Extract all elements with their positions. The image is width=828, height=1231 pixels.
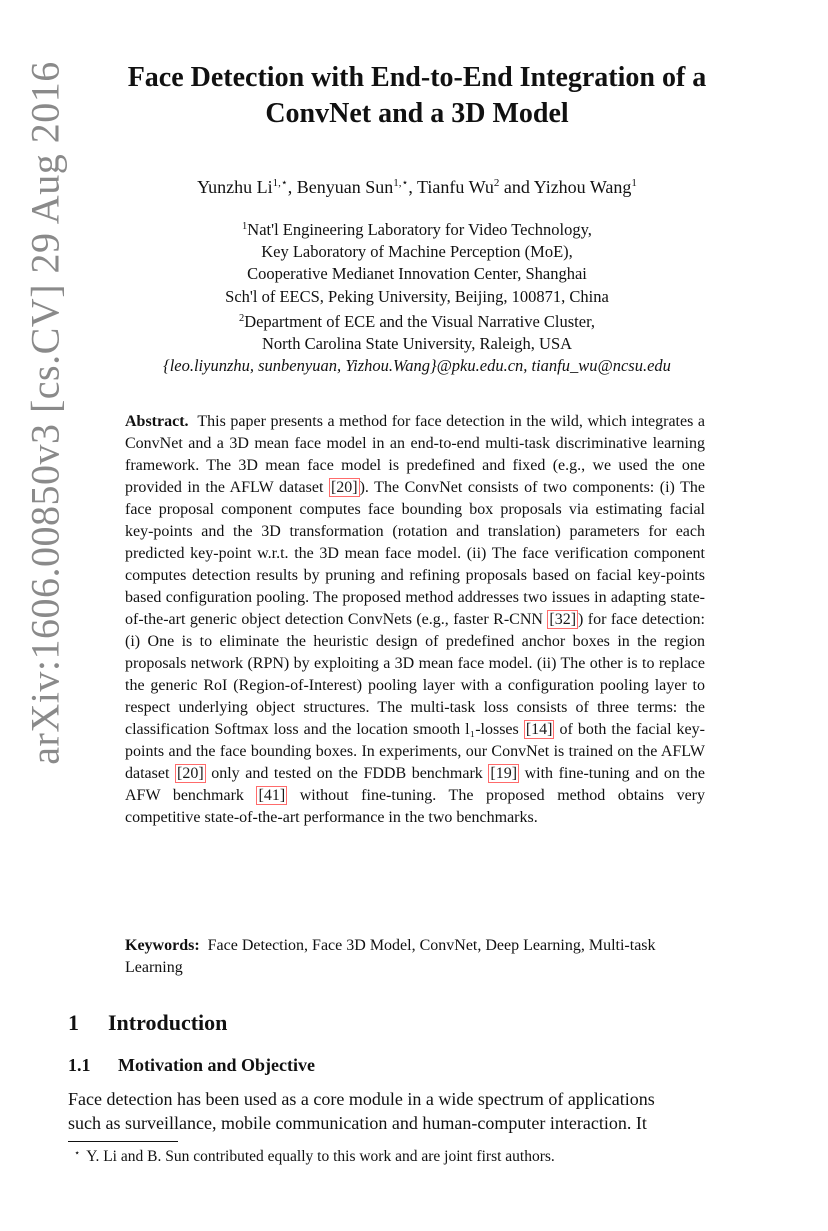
arxiv-stamp-text: arXiv:1606.00850v3 [cs.CV] 29 Aug 2016 [22, 60, 68, 765]
intro-paragraph [68, 1087, 762, 1135]
arxiv-stamp [20, 60, 70, 765]
title-line-2: ConvNet and a 3D Model [265, 98, 569, 129]
footnote-mark: ⋆ [74, 1148, 81, 1159]
affiliation-line-1 [70, 216, 764, 241]
affiliation-line-2: Key Laboratory of Machine Perception (MoE), [261, 242, 573, 262]
affiliation-line-3: Cooperative Medianet Innovation Center, Shanghai [247, 264, 587, 284]
citation-link-20b[interactable]: [20] [177, 765, 204, 782]
author-4: Yizhou Wang [533, 177, 632, 197]
affiliation-sup-1: 1 [242, 221, 248, 232]
affiliation-line-5 [70, 308, 764, 333]
citation-link-14[interactable]: [14] [525, 721, 553, 738]
author-4-sup: 1 [631, 177, 637, 189]
citation-link-32[interactable]: [32] [549, 611, 577, 628]
subsection-heading-motivation [68, 1055, 315, 1076]
citation-link-20[interactable]: [20] [330, 479, 358, 496]
author-1-sup: 1,⋆ [272, 177, 288, 189]
subsection-title: Motivation and Objective [118, 1055, 315, 1075]
citation-link-41[interactable]: [41] [258, 787, 286, 804]
author-emails: {leo.liyunzhu, sunbenyuan, Yizhou.Wang}@pku.edu.cn, tianfu_wu@ncsu.edu [163, 356, 671, 376]
citation-link-19[interactable]: [19] [490, 765, 518, 782]
abstract [125, 411, 705, 829]
affiliation-line-4: Sch'l of EECS, Peking University, Beijing, 100871, China [225, 286, 609, 306]
intro-line-1: Face detection has been used as a core module in a wide spectrum of applications [68, 1089, 655, 1109]
paper-title [70, 60, 764, 132]
abstract-text-7: without fine-tuning. The proposed method obtains very competitive state-of-the-art performance in the two benchmarks. [125, 787, 705, 826]
author-and: and [503, 177, 530, 197]
abstract-text-3: ) for face detection: (i) One is to eliminate the heuristic design of predefined anchor boxes in the region proposals network (RPN) by exploiting a 3D mean face model. (ii) The other is to replace the generic RoI (Region-of-Interest) pooling layer with a configuration pooling layer to respect underlying object structures. The multi-task loss consists of three terms: the classification Softmax loss and the location smooth l₁-losses [125, 611, 705, 738]
section-heading-introduction [68, 1010, 227, 1036]
abstract-text-6: with fine-tuning and on the AFW benchmark [125, 765, 706, 804]
abstract-text-2: ). The ConvNet consists of two components: (i) The face proposal component computes face bounding box proposals via estimating facial key-points and the 3D transformation (rotation and translation) parameters for each predicted key-point w.r.t. the 3D mean face model. (ii) The face verification component computes detection results by pruning and refining proposals based on facial key-points based configuration pooling. The proposed method addresses two issues in adapting state-of-the-art generic object detection ConvNets (e.g., faster R-CNN [125, 479, 706, 628]
affiliations [70, 216, 764, 377]
author-3-sup: 2 [493, 177, 500, 189]
footnote [68, 1148, 555, 1166]
abstract-text-5: only and tested on the FDDB benchmark [205, 765, 489, 782]
author-2-sup: 1,⋆ [393, 177, 409, 189]
keywords-label: Keywords: [125, 937, 200, 954]
affiliation-sup-2: 2 [238, 312, 245, 324]
section-title: Introduction [108, 1010, 228, 1035]
affiliation-text-1: Nat'l Engineering Laboratory for Video Technology, [247, 220, 592, 239]
author-1: Yunzhu Li [197, 177, 273, 197]
abstract-label: Abstract. [125, 413, 189, 430]
author-list: Yunzhu $Li^{1,⋆}$, Benyuan Sun$^{1,⋆}$, Tianfu Wu$^2$ and Yizhou Wang$^1$ [197, 177, 637, 197]
subsection-number: 1.1 [68, 1055, 91, 1075]
section-number: 1 [68, 1010, 79, 1035]
affiliation-text-5: Department of ECE and the Visual Narrative Cluster, [244, 311, 596, 331]
title-line-1: Face Detection with End-to-End Integration of a [127, 62, 707, 93]
author-3: Tianfu Wu [417, 177, 494, 197]
abstract-text-1: This paper presents a method for face detection in the wild, which integrates a ConvNet and a 3D mean face model in an end-to-end multi-task discriminative learning framework. The 3D mean face model is predefined and fixed (e.g., we used the one provided in the AFLW dataset [125, 413, 705, 496]
keywords [125, 935, 705, 979]
keywords-text: Face Detection, Face 3D Model, ConvNet, Deep Learning, Multi-task Learning [125, 937, 656, 976]
author-2: Benyuan Sun [296, 177, 394, 197]
affiliation-line-6: North Carolina State University, Raleigh, USA [261, 334, 573, 354]
abstract-text-4: of both the facial key-points and the face bounding boxes. In experiments, our ConvNet is trained on the AFLW dataset [125, 721, 705, 782]
footnote-rule [68, 1141, 178, 1142]
intro-line-2: such as surveillance, mobile communication and human-computer interaction. It [68, 1113, 647, 1133]
footnote-text: Y. Li and B. Sun contributed equally to this work and are joint first authors. [86, 1148, 555, 1165]
